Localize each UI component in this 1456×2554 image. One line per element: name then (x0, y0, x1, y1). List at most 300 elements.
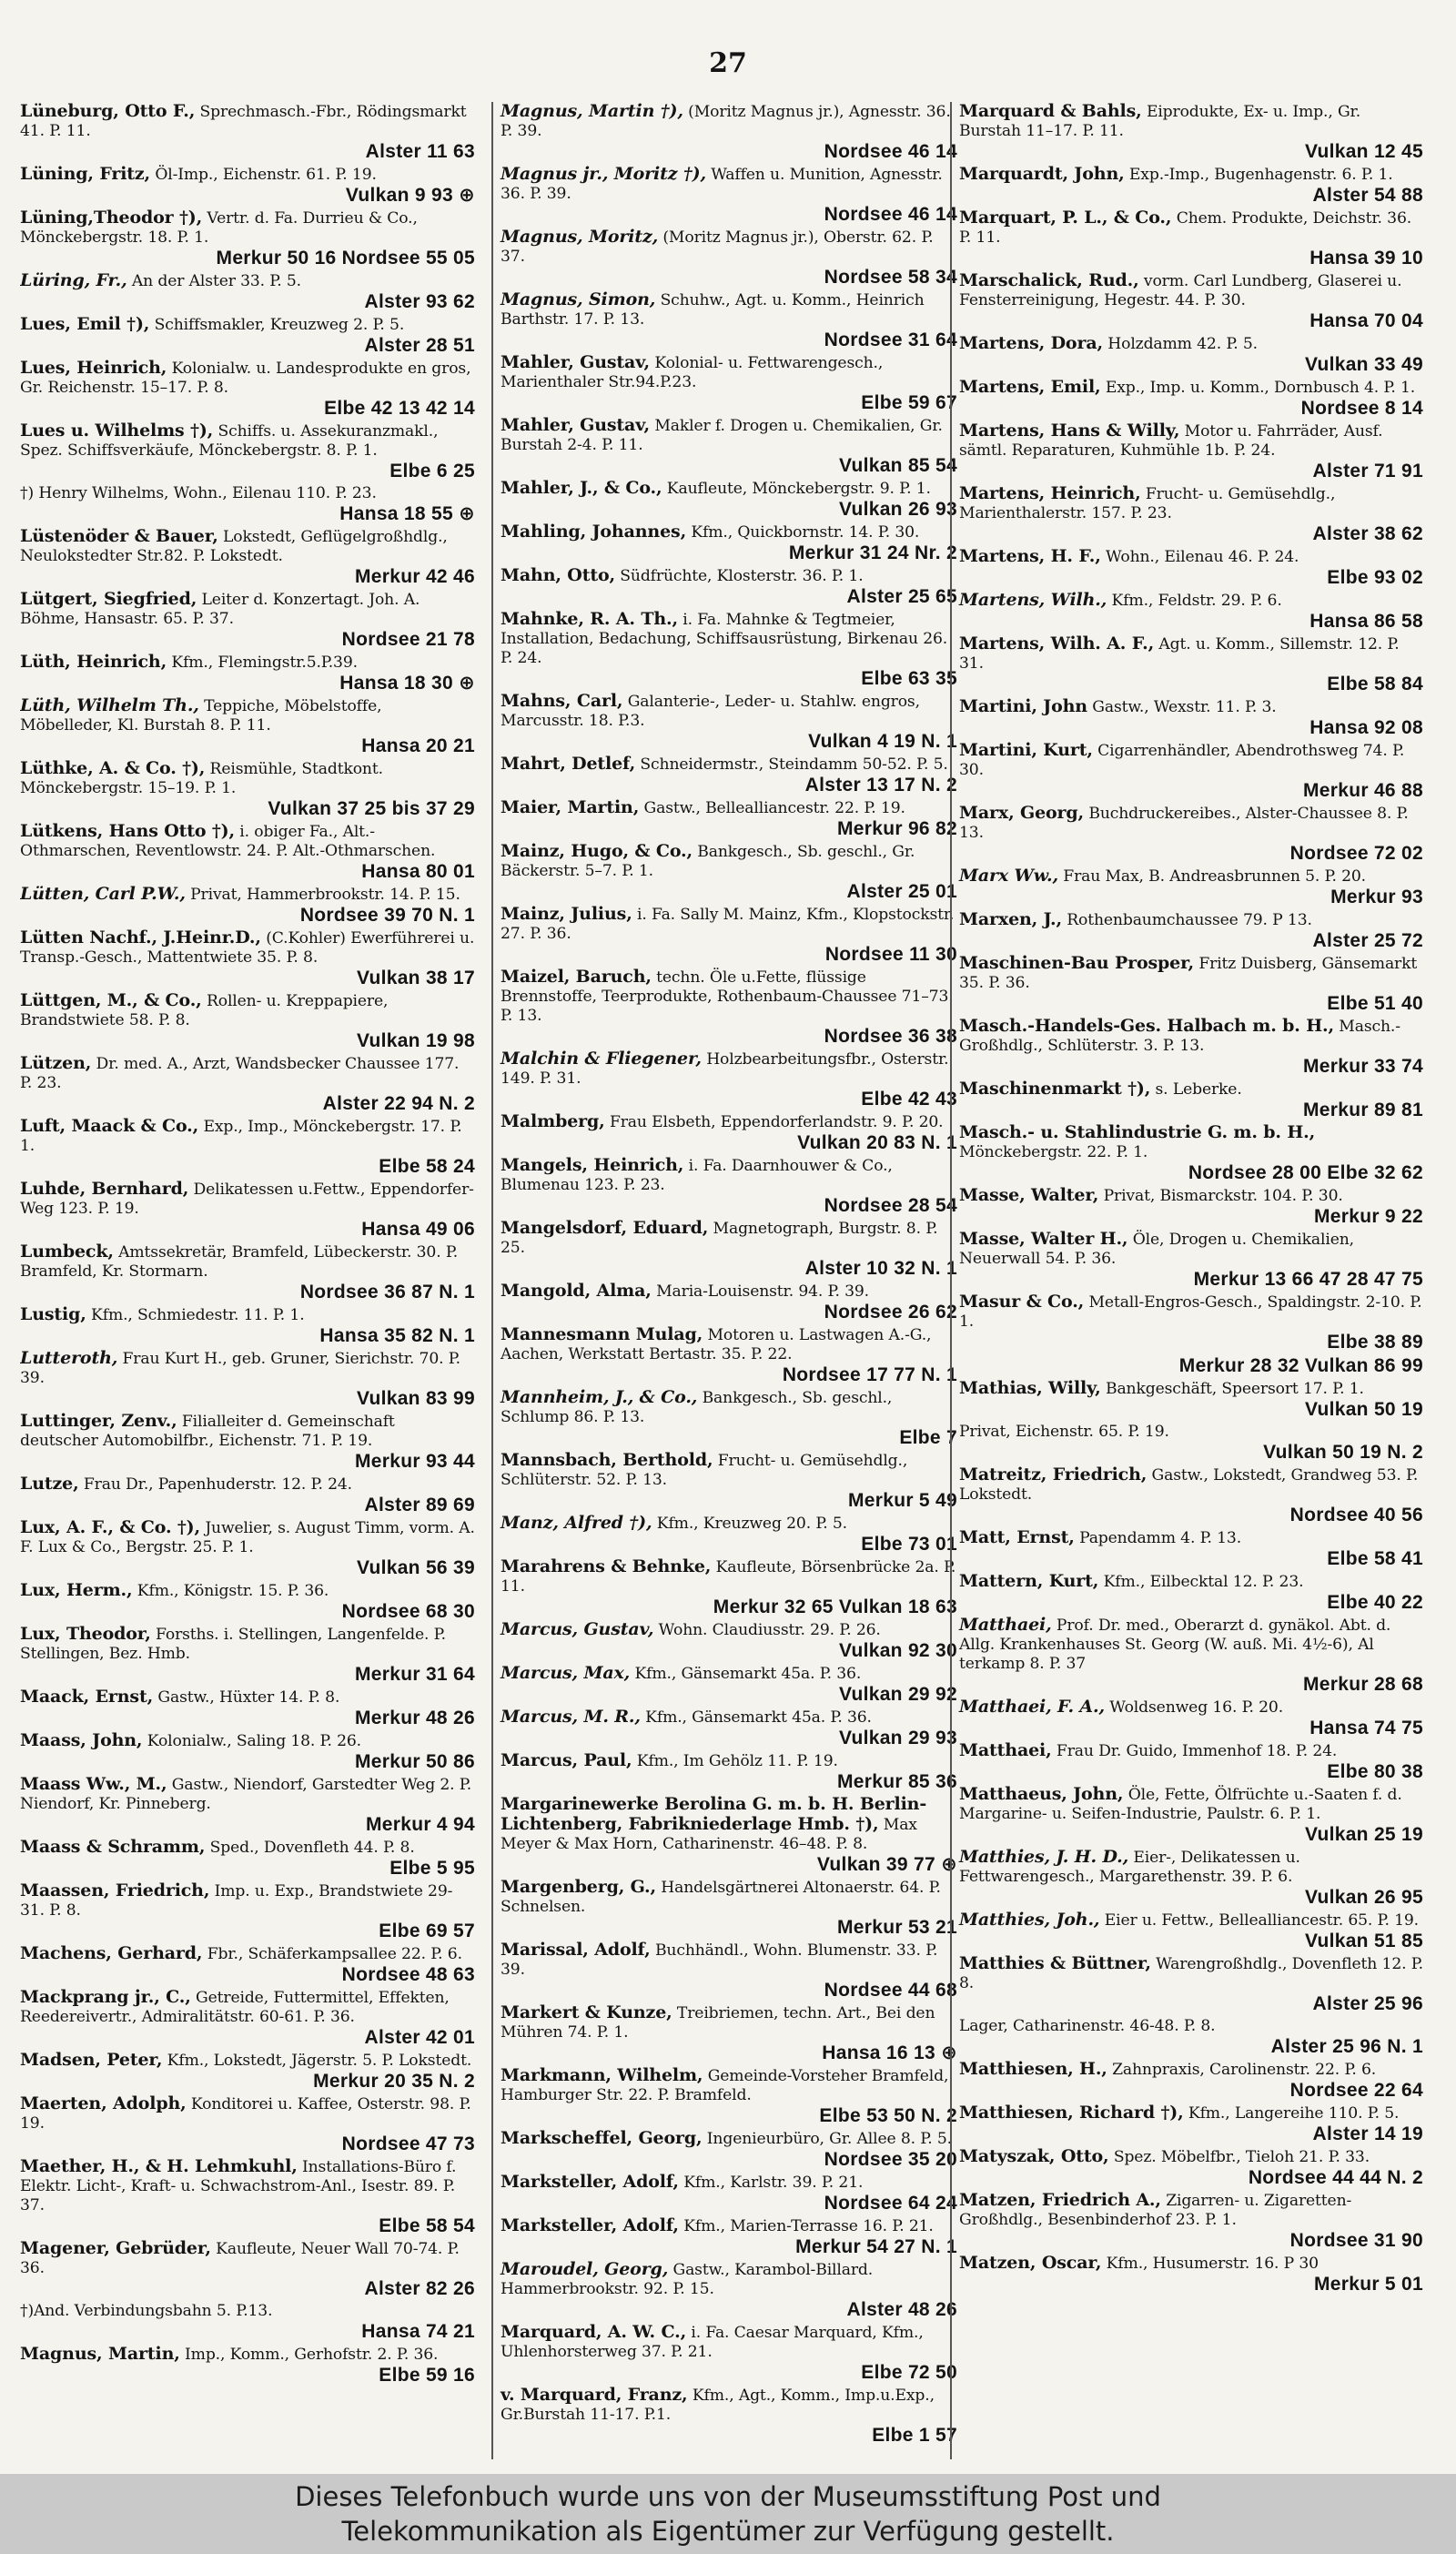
entry-detail: Amtssekretär, Bramfeld, Lübeckerstr. 30. P. Bramfeld, Kr. Stormarn. (20, 1243, 459, 1281)
directory-entry (500, 1941, 957, 2001)
entry-name: Lütgert, Siegfried, (20, 589, 197, 609)
entry-detail: Privat, Eichenstr. 65. P. 19. (959, 1423, 1169, 1441)
entry-detail: Kaufleute, Börsenbrücke 2a. P. 11. (500, 1558, 956, 1596)
entry-name: Matthaeus, John, (959, 1784, 1124, 1804)
directory-entry (500, 1878, 957, 1938)
directory-entry (959, 102, 1423, 162)
entry-detail: i. Fa. Daarnhouwer & Co., Blumenau 123. P. 23. (500, 1157, 893, 1194)
entry-phone: Hansa 86 58 (1309, 611, 1423, 632)
entry-phone: Alster 14 19 (1312, 2123, 1423, 2144)
entry-phone: Elbe 59 16 (379, 2365, 475, 2386)
directory-entry (500, 1388, 957, 1448)
entry-detail: Holzdamm 42. P. 5. (1107, 335, 1258, 353)
entry-phone: Alster 93 62 (364, 291, 475, 312)
entry-detail: Waffen u. Munition, Agnesstr. 36. P. 39. (500, 166, 943, 203)
entry-detail: Kfm., Karlstr. 39. P. 21. (683, 2174, 864, 2192)
directory-entry (500, 968, 957, 1047)
entry-phone: Nordsee 21 78 (341, 629, 475, 650)
entry-name: Mannsbach, Berthold, (500, 1450, 713, 1470)
entry-name: Magnus, Martin, (20, 2344, 180, 2364)
directory-entry (959, 1423, 1423, 1463)
entry-name: Lützen, (20, 1053, 92, 1073)
directory-entry (20, 1838, 475, 1879)
entry-name: Machens, Gerhard, (20, 1943, 203, 1963)
directory-entry (20, 822, 475, 882)
entry-detail: Kfm., Quickbornstr. 14. P. 30. (691, 523, 920, 542)
directory-entry (20, 1475, 475, 1515)
entry-phone: Alster 48 26 (846, 2299, 957, 2320)
directory-entry (500, 1795, 957, 1875)
entry-name: Lütkens, Hans Otto †), (20, 821, 235, 841)
entry-name: Malmberg, (500, 1111, 605, 1131)
entry-phone: Vulkan 85 54 (838, 455, 957, 476)
entry-detail: Chem. Produkte, Deichstr. 36. P. 11. (959, 209, 1412, 247)
entry-phone: Vulkan 92 30 (838, 1640, 957, 1661)
entry-name: Marcus, Gustav, (500, 1619, 654, 1639)
entry-name: Lüth, Heinrich, (20, 652, 167, 672)
entry-phone: Hansa 74 21 (361, 2321, 475, 2342)
entry-phone: Elbe 80 38 (1327, 1761, 1423, 1782)
directory-entry (500, 1451, 957, 1511)
entry-detail: Delikatessen u.Fettw., Eppendorfer-Weg 123. P. 19. (20, 1181, 474, 1218)
entry-name: Marschalick, Rud., (959, 270, 1139, 290)
entry-name: Martens, Dora, (959, 333, 1103, 353)
entry-detail: Schiffsmakler, Kreuzweg 2. P. 5. (154, 316, 405, 334)
directory-entry (500, 2323, 957, 2383)
directory-entry (959, 2254, 1423, 2295)
entry-detail: Wohn. Claudiusstr. 29. P. 26. (658, 1621, 881, 1639)
entry-phone: Hansa 74 75 (1309, 1718, 1423, 1738)
directory-entry (500, 416, 957, 476)
directory-entry (20, 421, 475, 481)
entry-detail: i. Fa. Mahnke & Tegtmeier, Installation, Bedachung, Schiffsausrüstung, Birkenau 26. P. 24. (500, 611, 948, 667)
entry-detail: Kfm., Marien-Terrasse 16. P. 21. (683, 2217, 934, 2235)
directory-entry (20, 1731, 475, 1772)
entry-detail: i. obiger Fa., Alt.-Othmarschen, Reventlowstr. 24. P. Alt.-Othmarschen. (20, 823, 436, 860)
directory-entry (20, 1412, 475, 1472)
entry-detail: Wohn., Eilenau 46. P. 24. (1106, 548, 1299, 566)
entry-phone: Nordsee 58 34 (824, 267, 957, 288)
entry-name: Matthies, Joh., (959, 1910, 1100, 1930)
entry-name: Marksteller, Adolf, (500, 2215, 679, 2235)
entry-phone: Nordsee 48 63 (341, 1964, 475, 1985)
directory-entry (959, 208, 1423, 269)
entry-name: Lüttgen, M., & Co., (20, 990, 202, 1010)
entry-detail: Exp., Imp. u. Komm., Dornbusch 4. P. 1. (1105, 379, 1416, 397)
directory-entry (959, 547, 1423, 588)
entry-phone: Hansa 80 01 (361, 861, 475, 882)
entry-phone: Nordsee 68 30 (341, 1601, 475, 1622)
entry-detail: Gastw., Wexstr. 11. P. 3. (1092, 698, 1277, 716)
entry-phone: Elbe 58 54 (379, 2215, 475, 2236)
entry-phone: Elbe 59 67 (861, 392, 957, 413)
entry-phone: Merkur 31 64 (354, 1664, 475, 1685)
entry-name: Mahrt, Detlef, (500, 754, 636, 774)
entry-detail: Schuhw., Agt. u. Komm., Heinrich Barthstr. 17. P. 13. (500, 291, 925, 329)
entry-detail: Lager, Catharinenstr. 46-48. P. 8. (959, 2017, 1216, 2035)
entry-detail: Rollen- u. Kreppapiere, Brandstwiete 58. P. 8. (20, 992, 389, 1029)
footer-notice (0, 2474, 1456, 2554)
entry-detail: Teppiche, Möbelstoffe, Möbelleder, Kl. Burstah 8. P. 11. (20, 697, 382, 735)
entry-detail: Kfm., Gänsemarkt 45a. P. 36. (645, 1708, 872, 1727)
entry-phone: Merkur 46 88 (1302, 780, 1423, 801)
entry-name: Luft, Maack & Co., (20, 1116, 199, 1136)
directory-entry (20, 1687, 475, 1728)
directory-entry (500, 1282, 957, 1323)
directory-entry (500, 2173, 957, 2214)
entry-detail: Installations-Büro f. Elektr. Licht-, Kraft- u. Schwachstrom-Anl., Isestr. 89. P. 37. (20, 2158, 457, 2214)
entry-detail: (C.Kohler) Ewerführerei u. Transp.-Gesch., Mattentwiete 35. P. 8. (20, 929, 475, 967)
directory-entry (959, 1465, 1423, 1525)
entry-name: Mangold, Alma, (500, 1281, 652, 1301)
entry-phone: Elbe 72 50 (861, 2362, 957, 2383)
directory-entry (959, 1848, 1423, 1908)
directory-entry (959, 1123, 1423, 1183)
entry-phone: Alster 25 96 (1312, 1993, 1423, 2014)
directory-entry (959, 1785, 1423, 1845)
entry-name: Martens, Heinrich, (959, 483, 1141, 503)
entry-name: Marquardt, John, (959, 164, 1125, 184)
entry-phone: Merkur 93 44 (354, 1451, 475, 1472)
entry-detail: Cigarrenhändler, Abendrothsweg 74. P. 30. (959, 742, 1405, 779)
entry-name: Marcus, Paul, (500, 1750, 632, 1770)
entry-detail: Agt. u. Komm., Sillemstr. 12. P. 31. (959, 635, 1400, 673)
entry-detail: Warengroßhdlg., Dovenfleth 12. P. 8. (959, 1955, 1423, 1992)
entry-phone: Vulkan 9 93 ⊕ (345, 185, 475, 206)
entry-detail: Gastw., Bellealliancestr. 22. P. 19. (643, 799, 905, 817)
directory-entry (500, 1514, 957, 1555)
directory-entry (500, 1112, 957, 1153)
entry-phone: Nordsee 28 54 (824, 1195, 957, 1216)
entry-name: Mainz, Julius, (500, 904, 632, 924)
entry-phone: Merkur 31 24 Nr. 2 (788, 542, 957, 563)
entry-detail: Gemeinde-Vorsteher Bramfeld, Hamburger Str. 22. P. Bramfeld. (500, 2067, 949, 2104)
directory-entry (20, 484, 475, 524)
entry-name: Luttinger, Zenv., (20, 1411, 177, 1431)
entry-name: Masse, Walter, (959, 1185, 1099, 1205)
entry-phone: Alster 11 63 (365, 141, 475, 162)
entry-phone: Alster 54 88 (1312, 185, 1423, 206)
entry-name: Mathias, Willy, (959, 1378, 1101, 1398)
entry-name: Lutze, (20, 1474, 79, 1494)
entry-name: Maack, Ernst, (20, 1687, 154, 1707)
entry-phone: Merkur 5 49 (847, 1490, 957, 1511)
directory-entry (20, 271, 475, 312)
entry-name: Matthiesen, H., (959, 2059, 1107, 2079)
directory-entry (20, 2157, 475, 2236)
entry-name: Markert & Kunze, (500, 2002, 672, 2022)
entry-name: Matzen, Oscar, (959, 2253, 1102, 2273)
entry-phone: Vulkan 83 99 (356, 1388, 475, 1409)
entry-detail: An der Alster 33. P. 5. (131, 272, 301, 290)
entry-name: Mahling, Johannes, (500, 522, 687, 542)
entry-detail: Kfm., Langereihe 110. P. 5. (1188, 2104, 1400, 2123)
entry-detail: Privat, Hammerbrookstr. 14. P. 15. (190, 886, 460, 904)
entry-detail: Bankgesch., Sb. geschl., Schlump 86. P. 13. (500, 1389, 893, 1426)
entry-phone: Alster 10 32 N. 1 (804, 1258, 957, 1279)
entry-detail: Motoren u. Lastwagen A.-G., Aachen, Werkstatt Bertastr. 35. P. 22. (500, 1326, 932, 1363)
entry-detail: Rothenbaumchaussee 79. P 13. (1067, 911, 1312, 929)
entry-phone: Nordsee 11 30 (824, 944, 957, 965)
entry-phone: Merkur 28 32 Vulkan 86 99 (1178, 1355, 1423, 1376)
entry-detail: Metall-Engros-Gesch., Spaldingstr. 2-10. P. 1. (959, 1293, 1422, 1331)
directory-entry (959, 1572, 1423, 1613)
directory-entry (500, 2260, 957, 2320)
entry-name: Margenberg, G., (500, 1877, 656, 1897)
entry-detail: Vertr. d. Fa. Durrieu & Co., Mönckebergstr. 18. P. 1. (20, 209, 418, 247)
entry-detail: s. Leberke. (1155, 1080, 1242, 1099)
entry-detail: Magnetograph, Burgstr. 8. P. 25. (500, 1220, 938, 1257)
entry-detail: Kolonialw., Saling 18. P. 26. (147, 1732, 361, 1750)
entry-phone: Vulkan 26 95 (1304, 1887, 1423, 1908)
entry-phone: Vulkan 39 77 ⊕ (816, 1854, 957, 1875)
entry-phone: Hansa 49 06 (361, 1219, 475, 1240)
entry-phone: Nordsee 72 02 (1289, 843, 1423, 864)
entry-phone: Nordsee 28 00 Elbe 32 62 (1188, 1162, 1423, 1183)
entry-phone: Elbe 42 43 (861, 1089, 957, 1110)
directory-entry (500, 1708, 957, 1748)
entry-name: Maier, Martin, (500, 797, 640, 817)
entry-phone: Merkur 50 86 (354, 1751, 475, 1772)
entry-detail: Frau Dr. Guido, Immenhof 18. P. 24. (1056, 1742, 1338, 1760)
entry-phone: Vulkan 50 19 (1304, 1399, 1423, 1420)
entry-name: Maass Ww., M., (20, 1774, 167, 1794)
entry-phone: Vulkan 19 98 (356, 1030, 475, 1051)
directory-entry (20, 1881, 475, 1941)
directory-entry (959, 2103, 1423, 2144)
entry-detail: Galanterie-, Leder- u. Stahlw. engros, Marcusstr. 18. P.3. (500, 693, 920, 730)
entry-phone: Hansa 39 10 (1309, 248, 1423, 269)
entry-name: Martens, Hans & Willy, (959, 421, 1180, 441)
entry-phone: Vulkan 38 17 (356, 968, 475, 988)
directory-entry (959, 741, 1423, 801)
entry-phone: Merkur 33 74 (1302, 1056, 1423, 1077)
entry-phone: Elbe 58 41 (1327, 1548, 1423, 1569)
directory-entry (20, 2302, 475, 2342)
entry-phone: Elbe 53 50 N. 2 (819, 2105, 957, 2126)
directory-entry (959, 591, 1423, 632)
directory-entry (20, 315, 475, 356)
entry-phone: Alster 25 96 N. 1 (1270, 2036, 1423, 2057)
entry-name: v. Marquard, Franz, (500, 2385, 688, 2405)
column-2 (491, 102, 957, 2459)
entry-detail: Öl-Imp., Eichenstr. 61. P. 19. (155, 166, 377, 184)
entry-detail: Spez. Möbelfbr., Tieloh 21. P. 33. (1113, 2148, 1370, 2166)
entry-name: Magnus jr., Moritz †), (500, 164, 706, 184)
entry-phone: Alster 38 62 (1312, 523, 1423, 544)
entry-phone: Elbe 38 89 (1327, 1332, 1423, 1353)
entry-detail: Schneidermstr., Steindamm 50-52. P. 5. (640, 755, 948, 774)
directory-entry (20, 696, 475, 756)
directory-entry (500, 2129, 957, 2170)
directory-entry (959, 634, 1423, 694)
entry-detail: Mönckebergstr. 22. P. 1. (959, 1143, 1148, 1161)
entry-detail: Kfm., Im Gehölz 11. P. 19. (636, 1752, 838, 1770)
entry-detail: Imp. u. Exp., Brandstwiete 29-31. P. 8. (20, 1882, 453, 1920)
entry-phone: Nordsee 26 62 (824, 1302, 957, 1323)
entry-phone: Elbe 93 02 (1327, 567, 1423, 588)
entry-phone: Vulkan 50 19 N. 2 (1263, 1442, 1423, 1463)
entry-detail: (Moritz Magnus jr.), Oberstr. 62. P. 37. (500, 228, 934, 266)
entry-phone: Merkur 85 36 (836, 1771, 957, 1792)
directory-entry (20, 1054, 475, 1114)
entry-detail: i. Fa. Caesar Marquard, Kfm., Uhlenhorsterweg 37. P. 21. (500, 2324, 924, 2361)
entry-detail: Eier u. Fettw., Bellealliancestr. 65. P. 19. (1104, 1911, 1419, 1930)
directory-entry (959, 165, 1423, 206)
entry-phone: Nordsee 46 14 (824, 141, 957, 162)
entry-phone: Hansa 35 82 N. 1 (319, 1325, 475, 1346)
entry-detail: Kfm., Husumerstr. 16. P 30 (1106, 2255, 1319, 2273)
entry-detail: Buchdruckereibes., Alster-Chaussee 8. P. 13. (959, 805, 1409, 842)
entry-detail: Kfm., Königstr. 15. P. 36. (136, 1582, 329, 1600)
entry-detail: Gastw., Hüxter 14. P. 8. (157, 1688, 340, 1707)
entry-detail: Prof. Dr. med., Oberarzt d. gynäkol. Abt. d. Allg. Krankenhauses St. Georg (W. auß. Mi. 4½-6), Al terkamp 8. P. 37 (959, 1617, 1391, 1673)
entry-detail: Frucht- u. Gemüsehdlg., Marienthalerstr. 157. P. 23. (959, 485, 1336, 522)
entry-name: Marquart, P. L., & Co., (959, 208, 1172, 228)
directory-entry (959, 697, 1423, 738)
entry-phone: Vulkan 51 85 (1304, 1931, 1423, 1951)
entry-detail: †) Henry Wilhelms, Wohn., Eilenau 110. P. 23. (20, 484, 377, 502)
entry-name: Maroudel, Georg, (500, 2259, 669, 2279)
entry-phone: Vulkan 33 49 (1304, 354, 1423, 375)
entry-name: Lütten Nachf., J.Heinr.D., (20, 927, 261, 948)
entry-name: Matthaei, (959, 1615, 1052, 1635)
entry-name: Matthaei, (959, 1740, 1052, 1760)
entry-phone: Merkur 4 94 (365, 1814, 475, 1835)
entry-name: Matt, Ernst, (959, 1527, 1075, 1547)
entry-name: Magnus, Moritz, (500, 227, 659, 247)
directory-entry (500, 798, 957, 839)
entry-detail: Imp., Komm., Gerhofstr. 2. P. 36. (185, 2346, 439, 2364)
entry-phone: Elbe 1 57 (872, 2425, 957, 2446)
entry-phone: Merkur 42 46 (354, 566, 475, 587)
directory-entry (20, 1775, 475, 1835)
entry-name: Lux, A. F., & Co. †), (20, 1517, 200, 1537)
entry-phone: Hansa 92 08 (1309, 717, 1423, 738)
directory-entry (500, 1751, 957, 1792)
entry-detail: Frau Elsbeth, Eppendorferlandstr. 9. P. 20. (609, 1113, 944, 1131)
entry-name: Marquard, A. W. C., (500, 2322, 687, 2342)
entry-detail: Schiffs. u. Assekuranzmakl., Spez. Schiffsverkäufe, Mönckebergstr. 8. P. 1. (20, 422, 439, 460)
entry-detail: Kfm., Lokstedt, Jägerstr. 5. P. Lokstedt. (167, 2052, 472, 2070)
entry-phone: Nordsee 17 77 N. 1 (782, 1364, 957, 1385)
entry-name: Mannesmann Mulag, (500, 1324, 703, 1344)
entry-name: Mattern, Kurt, (959, 1571, 1099, 1591)
directory-entry (959, 1079, 1423, 1120)
entry-name: Lues, Heinrich, (20, 358, 167, 378)
entry-phone: Elbe 58 84 (1327, 674, 1423, 694)
entry-detail: Kolonialw. u. Landesprodukte en gros, Gr. Reichenstr. 15–17. P. 8. (20, 360, 471, 397)
directory-entry (959, 2191, 1423, 2251)
entry-phone: Hansa 18 30 ⊕ (339, 673, 475, 694)
directory-entry (959, 867, 1423, 907)
entry-name: Marx, Georg, (959, 803, 1085, 823)
entry-phone: Alster 13 17 N. 2 (804, 775, 957, 796)
entry-name: Matreitz, Friedrich, (959, 1464, 1148, 1485)
entry-phone: Alster 25 65 (846, 586, 957, 607)
entry-detail: Kolonial- u. Fettwarengesch., Marienthaler Str.94.P.23. (500, 354, 884, 391)
directory-entry (500, 102, 957, 162)
entry-phone: Hansa 20 21 (361, 735, 475, 756)
directory-entry (500, 610, 957, 689)
entry-name: Lustig, (20, 1304, 86, 1324)
entry-name: Marahrens & Behnke, (500, 1556, 712, 1576)
column-3 (950, 102, 1423, 2459)
entry-phone: Elbe 42 13 42 14 (324, 398, 475, 419)
entry-name: Mahler, Gustav, (500, 352, 651, 372)
directory-entry (500, 2216, 957, 2257)
entry-name: Lütten, Carl P.W., (20, 884, 186, 904)
entry-name: Lux, Herm., (20, 1580, 133, 1600)
entry-phone: Nordsee 22 64 (1289, 2080, 1423, 2101)
entry-phone: Alster 71 91 (1312, 461, 1423, 481)
entry-name: Martens, Wilh., (959, 590, 1107, 610)
entry-phone: Nordsee 31 64 (824, 329, 957, 350)
directory-entry (20, 1180, 475, 1240)
entry-phone: Merkur 32 65 Vulkan 18 63 (713, 1596, 957, 1617)
entry-phone: Hansa 16 13 ⊕ (822, 2042, 957, 2063)
entry-detail: Leiter d. Konzertagt. Joh. A. Böhme, Hansastr. 65. P. 37. (20, 591, 420, 628)
directory-entry (500, 566, 957, 607)
entry-detail: vorm. Carl Lundberg, Glaserei u. Fensterreinigung, Hegestr. 44. P. 30. (959, 272, 1402, 309)
entry-name: Mahns, Carl, (500, 691, 623, 711)
directory-entry (20, 1518, 475, 1578)
entry-name: Mahnke, R. A. Th., (500, 609, 678, 629)
entry-phone: Merkur 93 (1330, 887, 1423, 907)
entry-detail: Exp.-Imp., Bugenhagenstr. 6. P. 1. (1128, 166, 1393, 184)
entry-name: Masse, Walter H., (959, 1229, 1128, 1249)
directory-entry (959, 271, 1423, 331)
entry-name: Maschinen-Bau Prosper, (959, 953, 1195, 973)
directory-entry (500, 290, 957, 350)
entry-phone: Elbe 51 40 (1327, 993, 1423, 1014)
entry-detail: Sped., Dovenfleth 44. P. 8. (209, 1839, 415, 1857)
entry-phone: Nordsee 36 87 N. 1 (299, 1282, 475, 1302)
directory-entry (959, 1741, 1423, 1782)
entry-detail: Exp., Imp., Mönckebergstr. 17. P. 1. (20, 1118, 462, 1155)
entry-detail: Privat, Bismarckstr. 104. P. 30. (1103, 1187, 1343, 1205)
directory-entry (500, 1156, 957, 1216)
directory-entry (959, 421, 1423, 481)
directory-entry (959, 954, 1423, 1014)
entry-phone: Merkur 50 16 Nordsee 55 05 (216, 248, 475, 269)
entry-detail: Südfrüchte, Klosterstr. 36. P. 1. (620, 567, 864, 585)
entry-name: Lumbeck, (20, 1242, 114, 1262)
entry-name: Lues, Emil †), (20, 314, 150, 334)
entry-phone: Vulkan 12 45 (1304, 141, 1423, 162)
entry-name: Masur & Co., (959, 1292, 1085, 1312)
entry-detail: Gastw., Karambol-Billard. Hammerbrookstr. 92. P. 15. (500, 2261, 874, 2298)
directory-entry (959, 1910, 1423, 1951)
entry-detail: Maria-Louisenstr. 94. P. 39. (656, 1282, 869, 1301)
entry-detail: Makler f. Drogen u. Chemikalien, Gr. Burstah 2-4. P. 11. (500, 417, 943, 454)
entry-detail: Buchhändl., Wohn. Blumenstr. 33. P. 39. (500, 1941, 938, 1979)
entry-detail: Bankgeschäft, Speersort 17. P. 1. (1105, 1380, 1364, 1398)
directory-entry (500, 1620, 957, 1661)
entry-name: Maerten, Adolph, (20, 2093, 187, 2113)
directory-entry (20, 928, 475, 988)
entry-name: Matzen, Friedrich A., (959, 2190, 1161, 2210)
entry-phone: Merkur 54 27 N. 1 (795, 2236, 957, 2257)
entry-phone: Vulkan 26 93 (838, 499, 957, 520)
entry-name: Luhde, Bernhard, (20, 1179, 189, 1199)
entry-name: Martens, Emil, (959, 377, 1101, 397)
entry-name: Mangelsdorf, Eduard, (500, 1218, 709, 1238)
entry-name: Maass & Schramm, (20, 1837, 206, 1857)
entry-name: Madsen, Peter, (20, 2050, 163, 2070)
entry-phone: Nordsee 40 56 (1289, 1505, 1423, 1525)
directory-entry (20, 2239, 475, 2299)
